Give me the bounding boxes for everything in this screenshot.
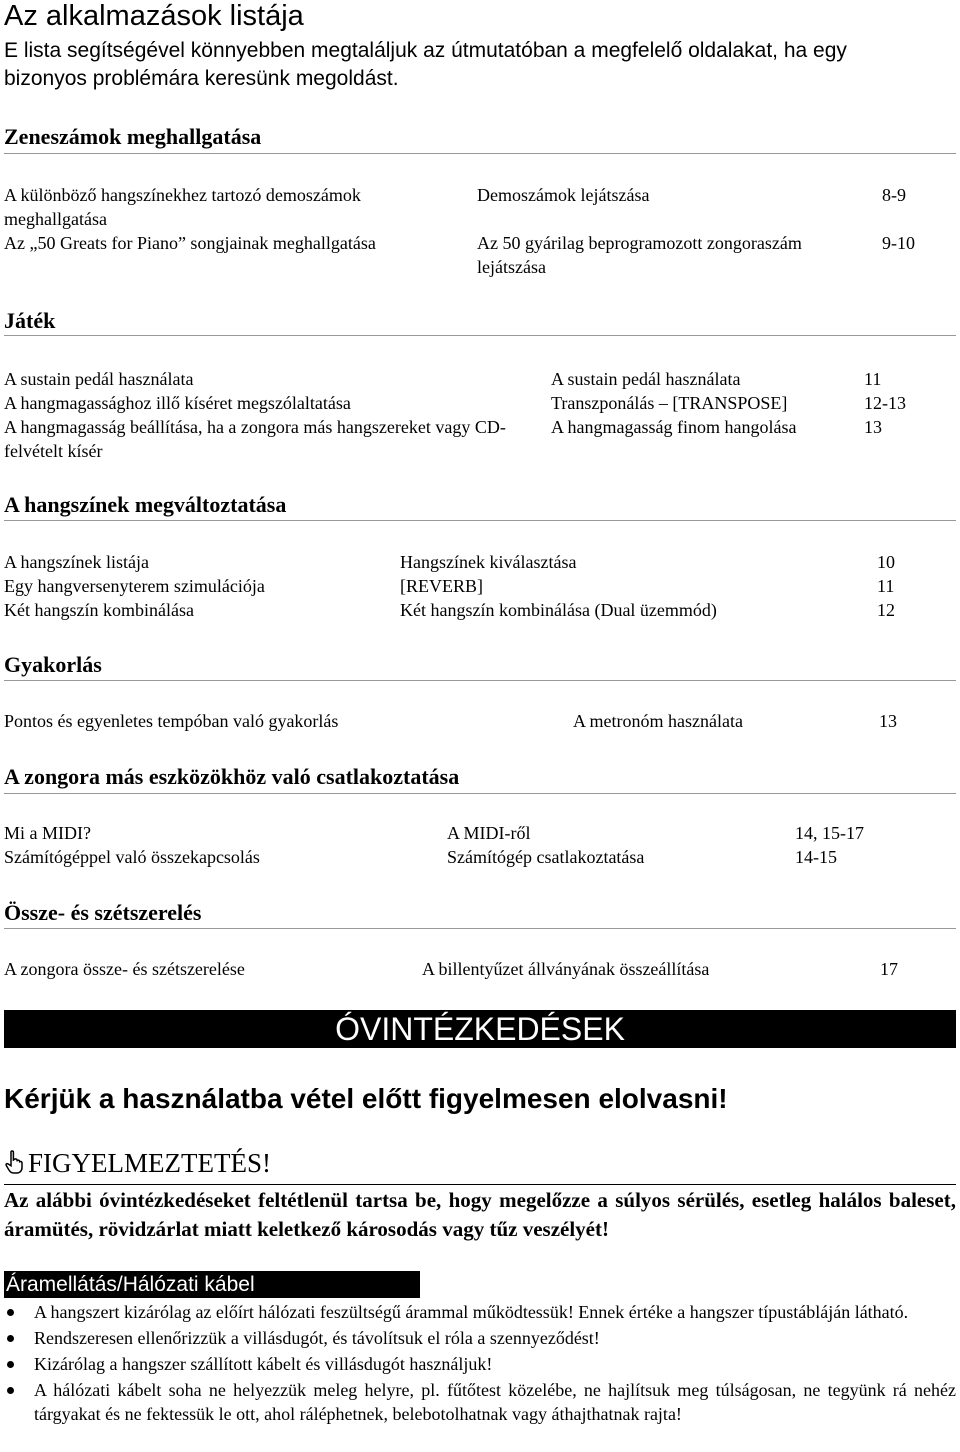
precautions-banner: ÓVINTÉZKEDÉSEK — [4, 1010, 956, 1048]
section-divider — [4, 928, 956, 929]
table-row: A hangmagasság beállítása, ha a zongora más hangszereket vagy CD-felvételt kísér A hangmagasság finom hangolása 13 — [4, 417, 882, 461]
table-row: A hangszínek listája Hangszínek kiválasztása 10 — [4, 552, 895, 572]
table-row: Az „50 Greats for Piano” songjainak meghallgatása Az 50 gyárilag beprogramozott zongoraszám lejátszása 9-10 — [4, 233, 915, 277]
power-subheading: Áramellátás/Hálózati kábel — [4, 1271, 420, 1298]
power-list — [4, 1300, 956, 1428]
warning-heading — [4, 1147, 271, 1179]
list-item: Rendszeresen ellenőrizzük a villásdugót, és távolítsuk el róla a szennyeződést! — [4, 1326, 956, 1350]
bullet-icon — [7, 1309, 14, 1316]
table-row: Két hangszín kombinálása Két hangszín kombinálása (Dual üzemmód) 12 — [4, 600, 895, 620]
page-title: Az alkalmazások listája — [4, 0, 304, 32]
section-title-assembly: Össze- és szétszerelés — [4, 900, 202, 925]
list-item: A hálózati kábelt soha ne helyezzük meleg helyre, pl. fűtőtest közelébe, ne hajlítsuk meg túlságosan, ne tegyünk rá nehéz tárgyakat és ne fektessük le ott, ahol ráléphetnek, belebotolhatnak vagy áthajthatnak rajta! — [4, 1378, 956, 1426]
table-row: A különböző hangszínekhez tartozó demoszámok meghallgatása Demoszámok lejátszása 8-9 — [4, 185, 906, 229]
pointing-hand-icon — [4, 1149, 24, 1173]
warning-label: FIGYELMEZTETÉS! — [28, 1148, 271, 1178]
section-title-play: Játék — [4, 308, 56, 333]
section-divider — [4, 335, 956, 336]
list-item: Kizárólag a hangszer szállított kábelt és villásdugót használjuk! — [4, 1352, 956, 1376]
read-notice: Kérjük a használatba vétel előtt figyelmesen elolvasni! — [4, 1083, 728, 1114]
list-item: A hangszert kizárólag az előírt hálózati feszültségű árammal működtessük! Ennek értéke a hangszer típustábláján látható. — [4, 1300, 956, 1324]
section-divider — [4, 680, 956, 681]
bullet-icon — [7, 1335, 14, 1342]
section-divider — [4, 520, 956, 521]
table-row: A zongora össze- és szétszerelése A billentyűzet állványának összeállítása 17 — [4, 959, 898, 979]
section-title-voices: A hangszínek megváltoztatása — [4, 492, 287, 517]
table-row: A sustain pedál használata A sustain pedál használata 11 — [4, 369, 882, 389]
section-title-connect: A zongora más eszközökhöz való csatlakoztatása — [4, 764, 460, 789]
section-title-music: Zeneszámok meghallgatása — [4, 124, 262, 149]
table-row: Egy hangversenyterem szimulációja [REVERB] 11 — [4, 576, 895, 596]
table-row: Mi a MIDI? A MIDI-ről 14, 15-17 — [4, 823, 864, 843]
intro-text: E lista segítségével könnyebben megtaláljuk az útmutatóban a megfelelő oldalakat, ha egy bizonyos problémára keresünk megoldást. — [4, 39, 847, 90]
warning-divider — [4, 1184, 956, 1185]
table-row: Számítógéppel való összekapcsolás Számítógép csatlakoztatása 14-15 — [4, 847, 837, 867]
table-row: Pontos és egyenletes tempóban való gyakorlás A metronóm használata 13 — [4, 711, 897, 731]
bullet-icon — [7, 1361, 14, 1368]
bullet-icon — [7, 1387, 14, 1394]
table-row: A hangmagassághoz illő kíséret megszólaltatása Transzponálás – [TRANSPOSE] 12-13 — [4, 393, 906, 413]
section-title-practice: Gyakorlás — [4, 652, 102, 677]
section-divider — [4, 793, 956, 794]
section-divider — [4, 153, 956, 154]
warning-text: Az alábbi óvintézkedéseket feltétlenül tartsa be, hogy megelőzze a súlyos sérülés, esetleg halálos baleset, áramütés, rövidzárlat miatt keletkező károsodás vagy tűz veszélyét! — [4, 1188, 956, 1241]
